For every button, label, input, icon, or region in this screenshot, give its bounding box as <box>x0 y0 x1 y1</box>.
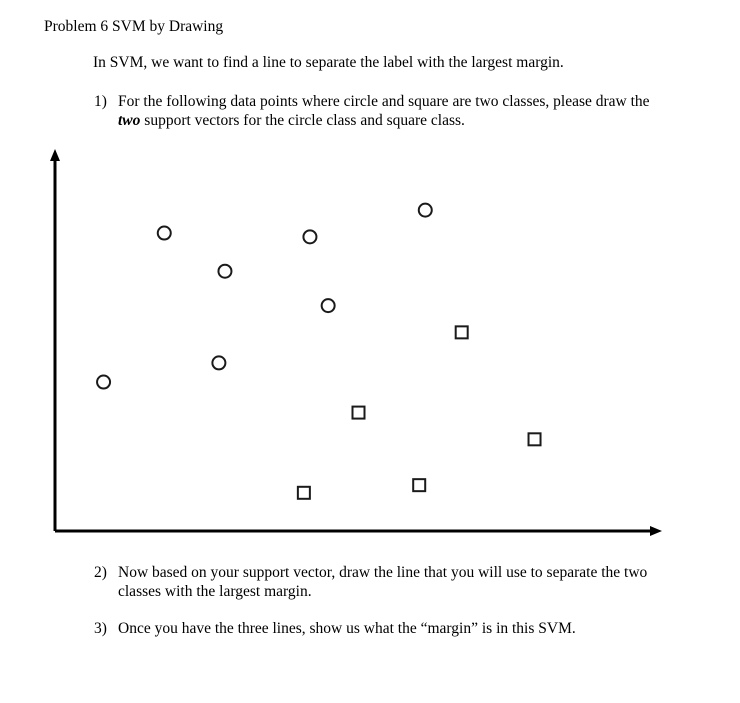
question-1-line-2-rest: support vectors for the circle class and square class. <box>140 112 465 129</box>
circle-point-7 <box>419 204 432 217</box>
intro-text: In SVM, we want to find a line to separate the label with the largest margin. <box>93 54 564 71</box>
square-point-2 <box>353 407 365 419</box>
circle-point-4 <box>212 356 225 369</box>
circle-point-5 <box>303 230 316 243</box>
question-3 <box>94 619 714 639</box>
square-point-1 <box>456 326 468 338</box>
question-2-number: 2) <box>94 564 107 581</box>
question-1-line-1: For the following data points where circle and square are two classes, please draw the <box>118 93 650 110</box>
question-2-line-2: classes with the largest margin. <box>118 583 312 600</box>
question-2-line-1: Now based on your support vector, draw the line that you will use to separate the two <box>118 564 648 581</box>
question-1-emphasis: two <box>118 112 141 129</box>
y-axis-arrow-icon <box>50 149 60 161</box>
square-point-5 <box>413 479 425 491</box>
square-point-4 <box>298 487 310 499</box>
square-point-3 <box>529 433 541 445</box>
question-1-number: 1) <box>94 93 107 110</box>
circle-point-6 <box>322 299 335 312</box>
question-2 <box>94 563 714 603</box>
problem-title: Problem 6 SVM by Drawing <box>44 18 224 35</box>
question-3-line-1: Once you have the three lines, show us what the “margin” is in this SVM. <box>118 620 576 637</box>
data-points <box>97 204 540 499</box>
circle-point-2 <box>158 227 171 240</box>
circle-point-1 <box>97 376 110 389</box>
x-axis-arrow-icon <box>650 526 662 536</box>
circle-point-3 <box>218 265 231 278</box>
question-3-number: 3) <box>94 620 107 637</box>
